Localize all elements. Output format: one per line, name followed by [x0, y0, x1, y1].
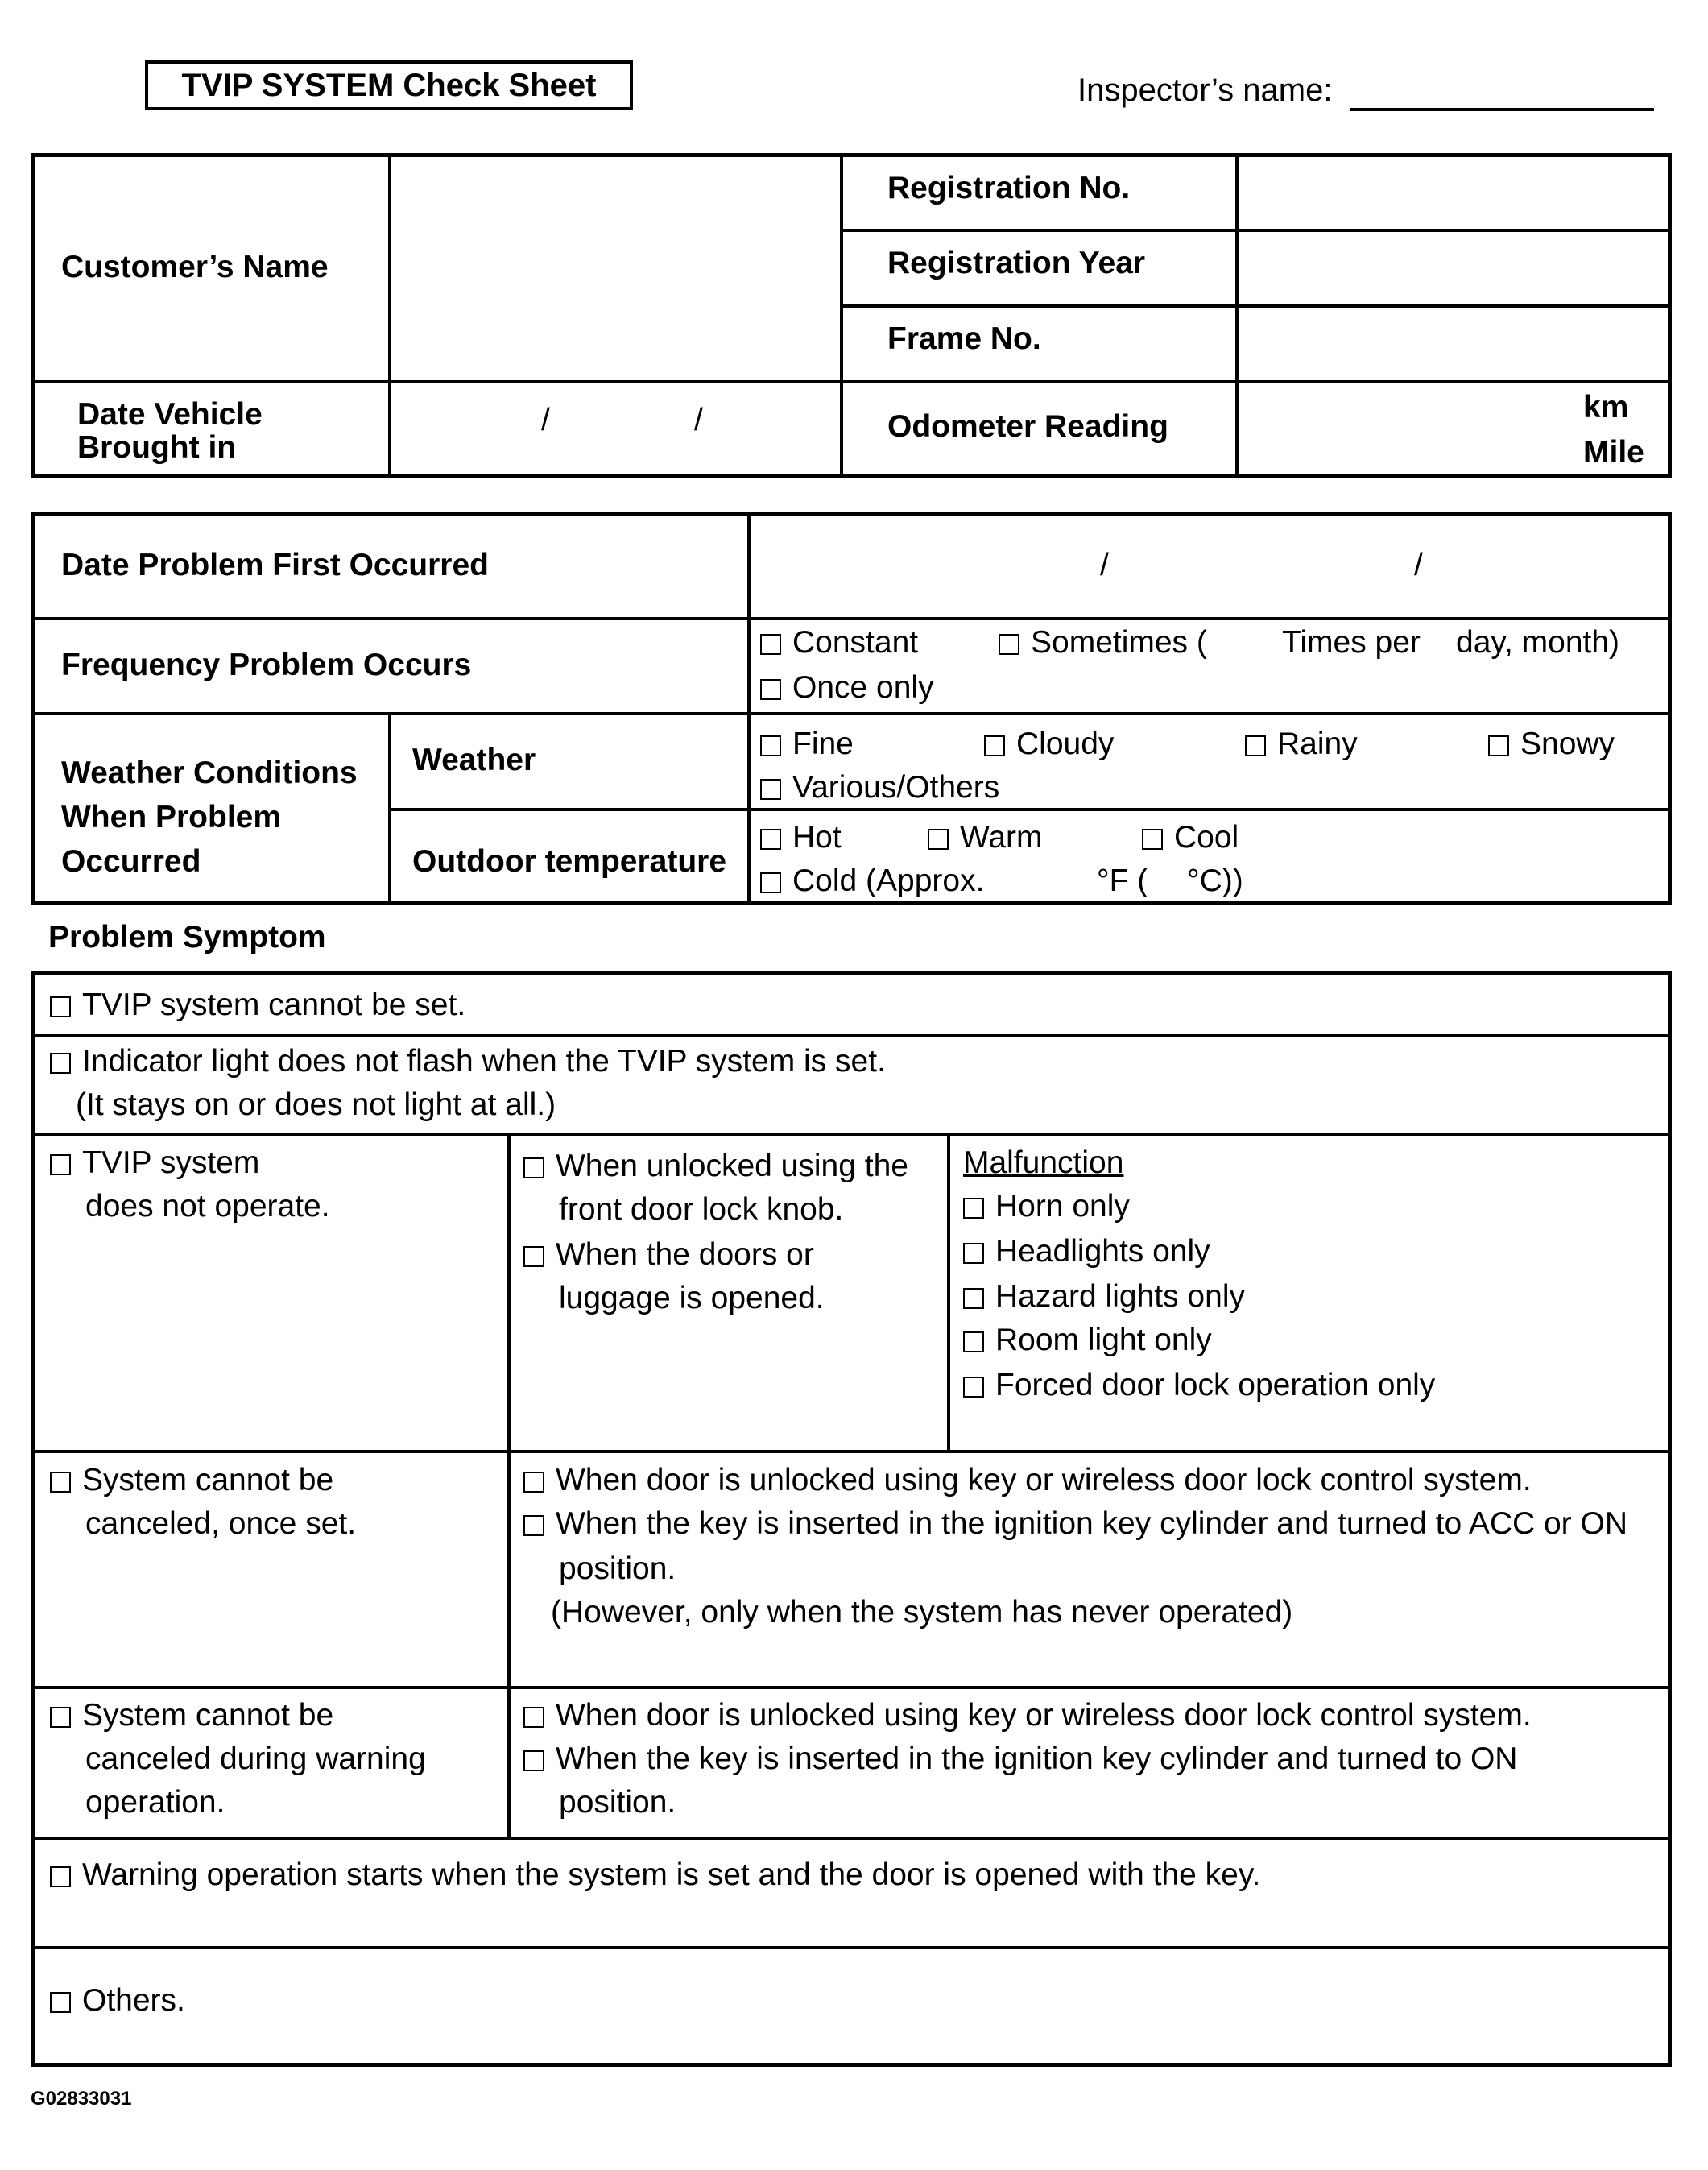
date-first-occurred-label: Date Problem First Occurred — [61, 548, 489, 582]
registration-year-label: Registration Year — [887, 246, 1146, 280]
temp-warm-option[interactable]: Warm — [928, 822, 1043, 855]
however-note: (However, only when the system has never operated) — [551, 1595, 1293, 1630]
date-separator: / — [541, 403, 550, 437]
freq-sometimes-option[interactable]: Sometimes ( — [999, 627, 1207, 660]
symptom-cancel-once[interactable]: System cannot be — [50, 1464, 333, 1497]
odometer-field[interactable] — [1242, 387, 1596, 470]
weather-label: Weather — [412, 743, 536, 777]
registration-no-field[interactable] — [1242, 158, 1665, 226]
malfunction-horn[interactable]: Horn only — [963, 1191, 1130, 1224]
symptom-cancel-warning-3: operation. — [85, 1785, 225, 1820]
malfunction-heading: Malfunction — [963, 1145, 1124, 1180]
checkbox-icon[interactable] — [760, 634, 781, 655]
symptom-not-operate[interactable]: TVIP system — [50, 1147, 259, 1180]
temp-cold-option[interactable]: Cold (Approx. — [760, 865, 984, 898]
checkbox-icon[interactable] — [760, 735, 781, 756]
checkbox-icon[interactable] — [523, 1472, 544, 1493]
weather-various-option[interactable]: Various/Others — [760, 772, 999, 805]
checkbox-icon[interactable] — [760, 872, 781, 893]
date-separator: / — [1414, 548, 1423, 582]
problem-symptom-heading: Problem Symptom — [48, 920, 326, 955]
weather-snowy-option[interactable]: Snowy — [1488, 728, 1615, 761]
checkbox-icon[interactable] — [50, 1053, 71, 1074]
unit-mile: Mile — [1583, 435, 1644, 470]
frame-no-field[interactable] — [1242, 309, 1665, 377]
symptom-warning-starts[interactable]: Warning operation starts when the system is set and the door is opened with the key. — [50, 1859, 1260, 1892]
checkbox-icon[interactable] — [963, 1377, 984, 1398]
malfunction-forced-lock[interactable]: Forced door lock operation only — [963, 1369, 1435, 1402]
checkbox-icon[interactable] — [523, 1157, 544, 1178]
symptom-cancel-once-2: canceled, once set. — [85, 1506, 357, 1541]
key-on-option-2: position. — [559, 1785, 676, 1820]
date-vehicle-label-2: Brought in — [77, 430, 237, 465]
checkbox-icon[interactable] — [50, 1866, 71, 1887]
symptom-indicator-note: (It stays on or does not light at all.) — [76, 1087, 556, 1122]
checkbox-icon[interactable] — [760, 829, 781, 850]
unlock-knob-option-2: front door lock knob. — [559, 1192, 844, 1227]
checkbox-icon[interactable] — [1142, 829, 1163, 850]
checkbox-icon[interactable] — [963, 1288, 984, 1309]
date-separator: / — [694, 403, 703, 437]
inspector-label: Inspector’s name: — [1077, 72, 1333, 108]
checkbox-icon[interactable] — [963, 1331, 984, 1352]
weather-rainy-option[interactable]: Rainy — [1245, 728, 1358, 761]
registration-year-field[interactable] — [1242, 234, 1665, 301]
frame-no-label: Frame No. — [887, 321, 1041, 356]
checkbox-icon[interactable] — [963, 1198, 984, 1219]
checkbox-icon[interactable] — [999, 634, 1019, 655]
malfunction-headlights[interactable]: Headlights only — [963, 1236, 1210, 1269]
checkbox-icon[interactable] — [523, 1750, 544, 1771]
door-unlock-key-option[interactable]: When door is unlocked using key or wireless door lock control system. — [523, 1464, 1532, 1497]
freq-times-per: Times per — [1282, 625, 1421, 660]
date-vehicle-label: Date Vehicle — [77, 397, 263, 432]
checkbox-icon[interactable] — [50, 1154, 71, 1175]
outdoor-temperature-label: Outdoor temperature — [412, 844, 727, 879]
key-on-option[interactable]: When the key is inserted in the ignition key cylinder and turned to ON — [523, 1743, 1517, 1776]
checkbox-icon[interactable] — [50, 996, 71, 1017]
temp-hot-option[interactable]: Hot — [760, 822, 842, 855]
unlock-knob-option[interactable]: When unlocked using the — [523, 1150, 908, 1183]
figure-code: G02833031 — [31, 2088, 132, 2110]
registration-no-label: Registration No. — [887, 171, 1131, 205]
door-unlock-key-option-2[interactable]: When door is unlocked using key or wireless door lock control system. — [523, 1700, 1532, 1733]
date-vehicle-field[interactable] — [395, 387, 836, 470]
symptom-cancel-warning-2: canceled during warning — [85, 1741, 426, 1776]
unit-km: km — [1583, 390, 1629, 424]
freq-day-month: day, month) — [1456, 625, 1620, 660]
doors-open-option[interactable]: When the doors or — [523, 1239, 814, 1272]
frequency-label: Frequency Problem Occurs — [61, 648, 472, 682]
checkbox-icon[interactable] — [928, 829, 949, 850]
checkbox-icon[interactable] — [760, 779, 781, 800]
malfunction-hazard[interactable]: Hazard lights only — [963, 1281, 1245, 1314]
freq-constant-option[interactable]: Constant — [760, 627, 918, 660]
customer-name-label: Customer’s Name — [61, 250, 329, 284]
symptom-indicator[interactable]: Indicator light does not flash when the TVIP system is set. — [50, 1046, 886, 1079]
malfunction-room-light[interactable]: Room light only — [963, 1324, 1212, 1357]
weather-fine-option[interactable]: Fine — [760, 728, 854, 761]
temp-cool-option[interactable]: Cool — [1142, 822, 1239, 855]
temp-c-unit: °C)) — [1187, 863, 1243, 898]
sheet-title: TVIP SYSTEM Check Sheet — [145, 60, 633, 110]
weather-conditions-label-2: When Problem — [61, 800, 282, 834]
checkbox-icon[interactable] — [50, 1707, 71, 1728]
checkbox-icon[interactable] — [1245, 735, 1266, 756]
doors-open-option-2: luggage is opened. — [559, 1281, 825, 1315]
temp-f-unit: °F ( — [1097, 863, 1148, 898]
symptom-others[interactable]: Others. — [50, 1985, 185, 2018]
checkbox-icon[interactable] — [50, 1472, 71, 1493]
checkbox-icon[interactable] — [50, 1992, 71, 2013]
checkbox-icon[interactable] — [523, 1707, 544, 1728]
symptom-cannot-set[interactable]: TVIP system cannot be set. — [50, 989, 465, 1022]
key-acc-on-option-2: position. — [559, 1551, 676, 1586]
key-acc-on-option[interactable]: When the key is inserted in the ignition key cylinder and turned to ACC or ON — [523, 1508, 1627, 1541]
date-separator: / — [1100, 548, 1109, 582]
weather-conditions-label: Weather Conditions — [61, 756, 358, 790]
checkbox-icon[interactable] — [1488, 735, 1509, 756]
checkbox-icon[interactable] — [760, 679, 781, 700]
freq-once-option[interactable]: Once only — [760, 672, 934, 705]
weather-cloudy-option[interactable]: Cloudy — [984, 728, 1114, 761]
symptom-cancel-warning[interactable]: System cannot be — [50, 1700, 333, 1733]
checkbox-icon[interactable] — [984, 735, 1005, 756]
checkbox-icon[interactable] — [523, 1515, 544, 1536]
customer-name-field[interactable] — [395, 158, 836, 377]
checkbox-icon[interactable] — [963, 1243, 984, 1264]
checkbox-icon[interactable] — [523, 1246, 544, 1267]
odometer-label: Odometer Reading — [887, 409, 1168, 444]
weather-conditions-label-3: Occurred — [61, 844, 201, 879]
symptom-not-operate-2: does not operate. — [85, 1189, 330, 1224]
inspector-name-field[interactable] — [1350, 108, 1654, 111]
